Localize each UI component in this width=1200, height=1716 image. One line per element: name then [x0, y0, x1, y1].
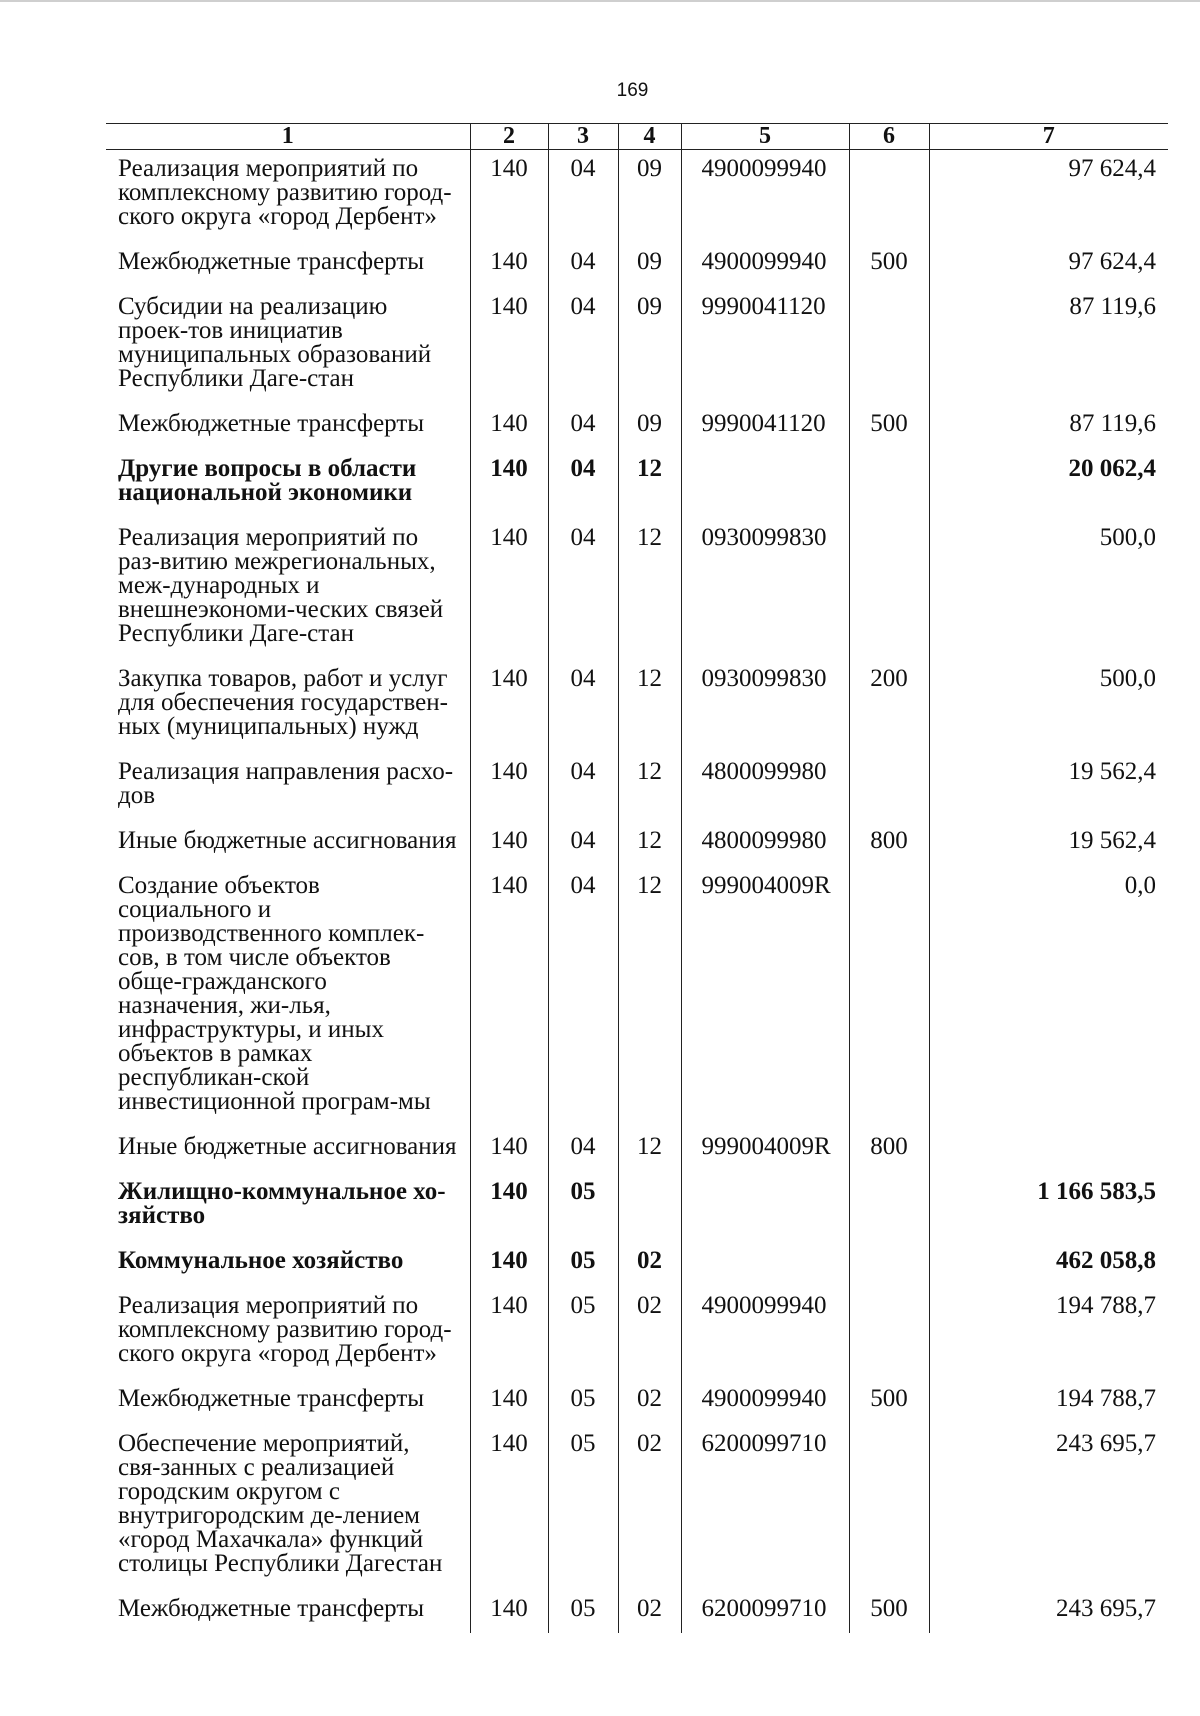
- cell-col-6: 800: [849, 1128, 929, 1173]
- cell-col-3: 05: [548, 1173, 618, 1242]
- cell-col-7-amount: 0,0: [929, 867, 1168, 1128]
- cell-col-5: 4900099940: [681, 150, 849, 244]
- row-description: Межбюджетные трансферты: [118, 248, 425, 275]
- cell-col-7-amount: 500,0: [929, 660, 1168, 753]
- cell-col-2: 140: [470, 1128, 548, 1173]
- cell-col-3: 05: [548, 1425, 618, 1590]
- row-description: Закупка товаров, работ и услуг для обеспечения государствен-ных (муниципальных) нужд: [118, 665, 448, 740]
- cell-col-4: 12: [618, 867, 681, 1128]
- cell-col-3: 04: [548, 867, 618, 1128]
- cell-col-2: 140: [470, 822, 548, 867]
- cell-col-4: 02: [618, 1590, 681, 1633]
- column-header: 2: [470, 124, 548, 150]
- table-row: [106, 1242, 1168, 1287]
- column-header: 3: [548, 124, 618, 150]
- table-row: [106, 1287, 1168, 1380]
- table-row: [106, 1380, 1168, 1425]
- column-header: 4: [618, 124, 681, 150]
- cell-col-4: 12: [618, 660, 681, 753]
- cell-col-4: 12: [618, 519, 681, 660]
- cell-col-6: 200: [849, 660, 929, 753]
- cell-col-7-amount: 194 788,7: [929, 1380, 1168, 1425]
- cell-col-2: 140: [470, 1380, 548, 1425]
- cell-col-7-amount: 19 562,4: [929, 753, 1168, 822]
- table-row: [106, 867, 1168, 1128]
- cell-col-4: 09: [618, 405, 681, 450]
- cell-col-2: 140: [470, 660, 548, 753]
- cell-col-3: 05: [548, 1380, 618, 1425]
- cell-col-7-amount: 462 058,8: [929, 1242, 1168, 1287]
- table-row: [106, 243, 1168, 288]
- cell-col-3: 04: [548, 243, 618, 288]
- cell-col-2: 140: [470, 519, 548, 660]
- cell-col-2: 140: [470, 753, 548, 822]
- cell-col-5: [681, 1242, 849, 1287]
- cell-col-2: 140: [470, 1425, 548, 1590]
- row-description: Коммунальное хозяйство: [118, 1247, 404, 1274]
- cell-col-3: 05: [548, 1590, 618, 1633]
- cell-col-3: 04: [548, 822, 618, 867]
- cell-col-2: 140: [470, 1242, 548, 1287]
- table-row: [106, 519, 1168, 660]
- cell-col-2: 140: [470, 450, 548, 519]
- cell-col-3: 04: [548, 150, 618, 244]
- cell-col-3: 05: [548, 1242, 618, 1287]
- row-description: Создание объектов социального и производственного комплек-сов, в том числе объектов обще-гражданского назначения, жи-лья, инфраструктуры, и иных объектов в рамках республикан-ской инвестиционной програм-мы: [118, 872, 431, 1115]
- table-row: [106, 288, 1168, 405]
- cell-col-5: [681, 1173, 849, 1242]
- top-border-line: [0, 0, 1200, 2]
- cell-col-6: 500: [849, 1590, 929, 1633]
- cell-col-6: 800: [849, 822, 929, 867]
- cell-col-7-amount: 243 695,7: [929, 1425, 1168, 1590]
- cell-col-6: [849, 288, 929, 405]
- cell-col-6: [849, 1425, 929, 1590]
- cell-col-7-amount: [929, 1128, 1168, 1173]
- cell-col-5: 4900099940: [681, 1287, 849, 1380]
- cell-col-3: 05: [548, 1287, 618, 1380]
- row-description: Межбюджетные трансферты: [118, 1385, 425, 1412]
- column-header: 7: [929, 124, 1168, 150]
- column-header: 6: [849, 124, 929, 150]
- cell-col-2: 140: [470, 1173, 548, 1242]
- cell-col-7-amount: 97 624,4: [929, 243, 1168, 288]
- cell-col-4: 09: [618, 150, 681, 244]
- cell-col-5: 999004009R: [681, 867, 849, 1128]
- cell-col-6: [849, 1173, 929, 1242]
- cell-col-4: 12: [618, 753, 681, 822]
- cell-col-7-amount: 19 562,4: [929, 822, 1168, 867]
- page-number: 169: [616, 80, 649, 101]
- table-row: [106, 1590, 1168, 1633]
- cell-col-3: 04: [548, 519, 618, 660]
- cell-col-4: [618, 1173, 681, 1242]
- header-row: [106, 124, 1168, 150]
- cell-col-3: 04: [548, 405, 618, 450]
- cell-col-5: 4800099980: [681, 822, 849, 867]
- cell-col-7-amount: 500,0: [929, 519, 1168, 660]
- table-row: [106, 450, 1168, 519]
- table-row: [106, 660, 1168, 753]
- cell-col-4: 09: [618, 243, 681, 288]
- row-description: Реализация направления расхо-дов: [118, 758, 454, 809]
- cell-col-6: [849, 1287, 929, 1380]
- cell-col-7-amount: 20 062,4: [929, 450, 1168, 519]
- cell-col-2: 140: [470, 288, 548, 405]
- table-row: [106, 1173, 1168, 1242]
- cell-col-5: 6200099710: [681, 1590, 849, 1633]
- row-description: Иные бюджетные ассигнования: [118, 1133, 457, 1160]
- table-row: [106, 822, 1168, 867]
- cell-col-7-amount: 243 695,7: [929, 1590, 1168, 1633]
- cell-col-2: 140: [470, 1287, 548, 1380]
- cell-col-5: 9990041120: [681, 405, 849, 450]
- row-description: Субсидии на реализацию проек-тов инициатив муниципальных образований Республики Даге-стан: [118, 293, 432, 392]
- cell-col-4: 02: [618, 1380, 681, 1425]
- cell-col-4: 02: [618, 1287, 681, 1380]
- cell-col-7-amount: 87 119,6: [929, 288, 1168, 405]
- cell-col-3: 04: [548, 753, 618, 822]
- cell-col-7-amount: 1 166 583,5: [929, 1173, 1168, 1242]
- cell-col-5: [681, 450, 849, 519]
- cell-col-5: 4800099980: [681, 753, 849, 822]
- row-description: Жилищно-коммунальное хо-зяйство: [118, 1178, 446, 1229]
- cell-col-5: 0930099830: [681, 519, 849, 660]
- row-description: Межбюджетные трансферты: [118, 1595, 425, 1622]
- cell-col-3: 04: [548, 450, 618, 519]
- row-description: Другие вопросы в области национальной экономики: [118, 455, 417, 506]
- column-header: 1: [106, 124, 470, 150]
- cell-col-2: 140: [470, 405, 548, 450]
- cell-col-5: 9990041120: [681, 288, 849, 405]
- cell-col-6: [849, 867, 929, 1128]
- cell-col-4: 02: [618, 1242, 681, 1287]
- cell-col-2: 140: [470, 867, 548, 1128]
- cell-col-4: 12: [618, 450, 681, 519]
- cell-col-4: 12: [618, 1128, 681, 1173]
- cell-col-5: 0930099830: [681, 660, 849, 753]
- cell-col-2: 140: [470, 243, 548, 288]
- table-row: [106, 405, 1168, 450]
- cell-col-6: [849, 150, 929, 244]
- cell-col-3: 04: [548, 660, 618, 753]
- table-row: [106, 753, 1168, 822]
- cell-col-2: 140: [470, 1590, 548, 1633]
- row-description: Реализация мероприятий по комплексному развитию город-ского округа «город Дербент»: [118, 155, 452, 230]
- table-row: [106, 150, 1168, 244]
- budget-table: [106, 123, 1168, 1633]
- row-description: Межбюджетные трансферты: [118, 410, 425, 437]
- cell-col-5: 6200099710: [681, 1425, 849, 1590]
- table-body: [106, 150, 1168, 1634]
- cell-col-6: [849, 753, 929, 822]
- cell-col-6: 500: [849, 1380, 929, 1425]
- cell-col-4: 09: [618, 288, 681, 405]
- cell-col-7-amount: 194 788,7: [929, 1287, 1168, 1380]
- cell-col-6: [849, 519, 929, 660]
- cell-col-3: 04: [548, 1128, 618, 1173]
- column-header: 5: [681, 124, 849, 150]
- table-row: [106, 1128, 1168, 1173]
- cell-col-4: 02: [618, 1425, 681, 1590]
- cell-col-5: 999004009R: [681, 1128, 849, 1173]
- cell-col-7-amount: 97 624,4: [929, 150, 1168, 244]
- cell-col-6: [849, 450, 929, 519]
- cell-col-6: 500: [849, 243, 929, 288]
- cell-col-7-amount: 87 119,6: [929, 405, 1168, 450]
- cell-col-6: [849, 1242, 929, 1287]
- table-row: [106, 1425, 1168, 1590]
- cell-col-2: 140: [470, 150, 548, 244]
- row-description: Реализация мероприятий по раз-витию межрегиональных, меж-дународных и внешнеэкономи-ческих связей Республики Даге-стан: [118, 524, 444, 647]
- cell-col-3: 04: [548, 288, 618, 405]
- cell-col-5: 4900099940: [681, 243, 849, 288]
- cell-col-6: 500: [849, 405, 929, 450]
- cell-col-4: 12: [618, 822, 681, 867]
- row-description: Иные бюджетные ассигнования: [118, 827, 457, 854]
- cell-col-5: 4900099940: [681, 1380, 849, 1425]
- row-description: Реализация мероприятий по комплексному развитию город-ского округа «город Дербент»: [118, 1292, 452, 1367]
- row-description: Обеспечение мероприятий, свя-занных с реализацией городским округом с внутригородским де-лением «город Махачкала» функций столицы Республики Дагестан: [118, 1430, 443, 1577]
